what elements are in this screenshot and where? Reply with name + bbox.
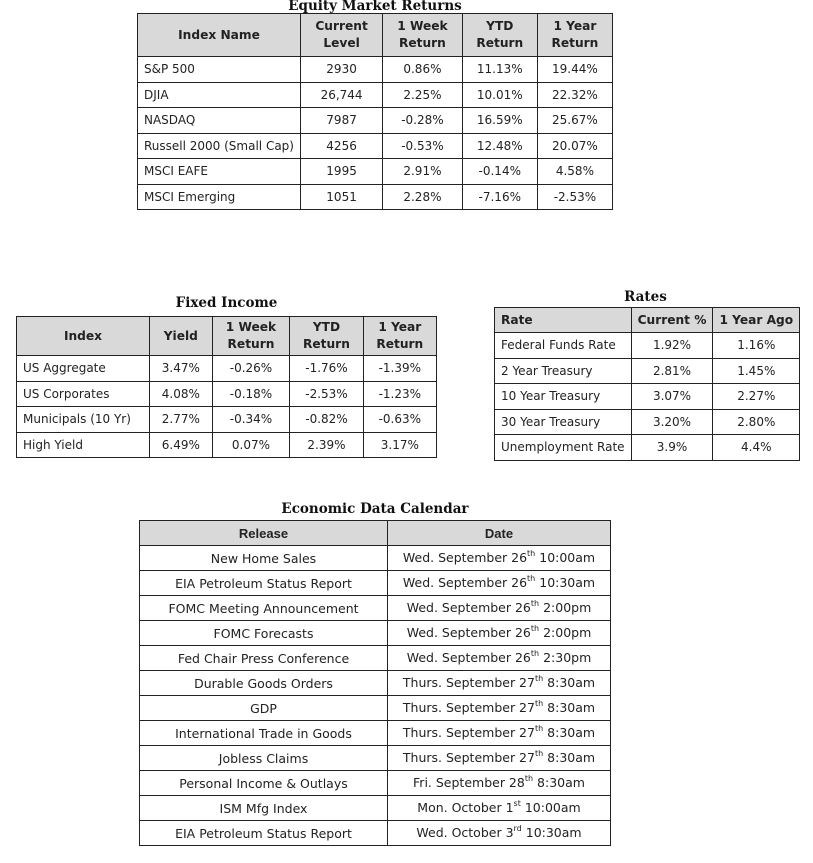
- release-date: [388, 721, 611, 746]
- table-row: [17, 407, 437, 433]
- row-value: -2.53%: [537, 184, 612, 210]
- column-header-line: Return: [476, 36, 524, 50]
- release-time: 2:00pm: [539, 600, 592, 616]
- row-value: 2.27%: [713, 384, 800, 410]
- release-time: 10:00am: [535, 550, 596, 566]
- row-value: 25.67%: [537, 108, 612, 134]
- table-row: [140, 546, 611, 571]
- table-row: [140, 796, 611, 821]
- row-value: 0.86%: [383, 57, 463, 83]
- table-row: [140, 721, 611, 746]
- column-header: [301, 14, 383, 57]
- release-name: GDP: [140, 696, 388, 721]
- release-day: Thurs. September 27: [402, 675, 535, 691]
- release-time: 10:30am: [521, 825, 582, 841]
- table-row: [138, 57, 613, 83]
- row-label: Municipals (10 Yr): [17, 407, 150, 433]
- release-date: [388, 546, 611, 571]
- ordinal-suffix: th: [527, 549, 536, 559]
- table-row: [140, 596, 611, 621]
- row-value: 2.28%: [383, 184, 463, 210]
- row-label: Russell 2000 (Small Cap): [138, 133, 301, 159]
- row-value: -0.18%: [212, 381, 290, 407]
- release-day: Fri. September 28: [413, 775, 525, 791]
- table-row: [138, 133, 613, 159]
- release-day: Wed. September 26: [402, 575, 528, 591]
- table-row: [140, 646, 611, 671]
- release-day: Thurs. September 27: [402, 700, 535, 716]
- release-time: 8:30am: [543, 750, 596, 766]
- row-value: 10.01%: [462, 82, 537, 108]
- table-row: [140, 771, 611, 796]
- row-value: -0.53%: [383, 133, 463, 159]
- table-row: [140, 696, 611, 721]
- row-label: Federal Funds Rate: [495, 333, 632, 359]
- table-row: [17, 356, 437, 382]
- table-row: [138, 82, 613, 108]
- release-date: [388, 646, 611, 671]
- rates-table-title: Rates: [624, 289, 667, 305]
- row-value: 3.17%: [363, 432, 436, 458]
- row-value: 1051: [301, 184, 383, 210]
- header-row: [138, 14, 613, 57]
- release-time: 10:00am: [520, 800, 581, 816]
- column-header-rate: Rate: [495, 308, 632, 333]
- table-row: [140, 821, 611, 846]
- release-day: Thurs. September 27: [402, 750, 535, 766]
- header-row: [140, 521, 611, 546]
- release-name: EIA Petroleum Status Report: [140, 571, 388, 596]
- row-value: 1.45%: [713, 358, 800, 384]
- row-value: 19.44%: [537, 57, 612, 83]
- row-value: 2.80%: [713, 409, 800, 435]
- ordinal-suffix: th: [534, 674, 544, 684]
- column-header-line: Yield: [163, 328, 198, 343]
- column-header-line: Level: [323, 36, 360, 50]
- table-row: [495, 409, 800, 435]
- row-value: 2.81%: [631, 358, 713, 384]
- row-value: -0.34%: [212, 407, 290, 433]
- release-date: [388, 696, 611, 721]
- row-label: US Corporates: [17, 381, 150, 407]
- table-row: [17, 432, 437, 458]
- row-value: 20.07%: [537, 133, 612, 159]
- release-date: [388, 796, 611, 821]
- row-value: -7.16%: [462, 184, 537, 210]
- column-header: [383, 14, 463, 57]
- column-header-line: Current: [315, 19, 368, 33]
- row-value: 3.9%: [631, 435, 713, 461]
- row-label: MSCI EAFE: [138, 159, 301, 185]
- release-date: [388, 746, 611, 771]
- row-label: Unemployment Rate: [495, 435, 632, 461]
- ordinal-suffix: th: [534, 749, 544, 759]
- ordinal-suffix: th: [524, 774, 534, 784]
- column-header: [462, 14, 537, 57]
- row-value: 1.92%: [631, 333, 713, 359]
- row-value: -0.14%: [462, 159, 537, 185]
- column-header: [212, 317, 290, 356]
- release-date: [388, 671, 611, 696]
- row-value: 4.58%: [537, 159, 612, 185]
- release-time: 10:30am: [535, 575, 596, 591]
- row-label: 2 Year Treasury: [495, 358, 632, 384]
- table-row: [140, 671, 611, 696]
- row-value: 12.48%: [462, 133, 537, 159]
- row-value: 3.20%: [631, 409, 713, 435]
- row-value: -1.39%: [363, 356, 436, 382]
- release-date: [388, 596, 611, 621]
- row-label: S&P 500: [138, 57, 301, 83]
- release-day: Wed. September 26: [402, 550, 528, 566]
- release-name: New Home Sales: [140, 546, 388, 571]
- release-name: International Trade in Goods: [140, 721, 388, 746]
- release-day: Wed. September 26: [406, 625, 531, 641]
- column-header-line: 1 Week: [225, 320, 277, 334]
- column-header-line: Return: [227, 337, 275, 351]
- column-header-line: 1 Week: [397, 19, 448, 33]
- ordinal-suffix: th: [534, 724, 544, 734]
- row-label: NASDAQ: [138, 108, 301, 134]
- column-header-current: Current %: [631, 308, 713, 333]
- header-row: [495, 308, 800, 333]
- column-header-line: 1 Year: [553, 19, 597, 33]
- column-header-year-ago: 1 Year Ago: [713, 308, 800, 333]
- row-value: 26,744: [301, 82, 383, 108]
- release-time: 8:30am: [543, 675, 596, 691]
- column-header-line: YTD: [312, 320, 341, 334]
- row-value: 7987: [301, 108, 383, 134]
- row-value: 6.49%: [150, 432, 213, 458]
- table-row: [138, 184, 613, 210]
- table-row: [138, 108, 613, 134]
- row-value: 1.16%: [713, 333, 800, 359]
- row-value: -0.26%: [212, 356, 290, 382]
- row-value: -1.23%: [363, 381, 436, 407]
- equity-table-title: Equity Market Returns: [288, 0, 462, 14]
- release-time: 8:30am: [543, 725, 596, 741]
- table-row: [140, 746, 611, 771]
- row-label: DJIA: [138, 82, 301, 108]
- calendar-table-title: Economic Data Calendar: [281, 501, 469, 517]
- row-value: 4.08%: [150, 381, 213, 407]
- column-header-line: YTD: [486, 19, 514, 33]
- row-value: 2.91%: [383, 159, 463, 185]
- release-name: Jobless Claims: [140, 746, 388, 771]
- row-value: 2.25%: [383, 82, 463, 108]
- release-day: Wed. September 26: [406, 600, 531, 616]
- row-value: 2.39%: [290, 432, 363, 458]
- row-value: 4.4%: [713, 435, 800, 461]
- release-name: EIA Petroleum Status Report: [140, 821, 388, 846]
- row-label: 30 Year Treasury: [495, 409, 632, 435]
- row-value: 22.32%: [537, 82, 612, 108]
- column-header-line: Index: [63, 328, 103, 343]
- release-time: 8:30am: [533, 775, 585, 791]
- fixed-income-table: [16, 316, 437, 458]
- column-header-line: Return: [551, 36, 599, 50]
- row-label: US Aggregate: [17, 356, 150, 382]
- release-day: Wed. September 26: [406, 650, 531, 666]
- column-header-line: Index Name: [178, 27, 260, 42]
- column-header: [17, 317, 150, 356]
- table-row: [140, 621, 611, 646]
- release-time: 8:30am: [543, 700, 596, 716]
- row-value: 4256: [301, 133, 383, 159]
- row-value: -0.82%: [290, 407, 363, 433]
- column-header-line: Return: [376, 337, 424, 351]
- ordinal-suffix: th: [527, 574, 536, 584]
- column-header: [290, 317, 363, 356]
- row-value: 3.47%: [150, 356, 213, 382]
- release-day: Thurs. September 27: [402, 725, 535, 741]
- ordinal-suffix: th: [530, 599, 540, 609]
- row-label: 10 Year Treasury: [495, 384, 632, 410]
- column-header-line: 1 Year: [378, 320, 422, 334]
- release-name: Durable Goods Orders: [140, 671, 388, 696]
- release-day: Wed. October 3: [416, 825, 514, 841]
- ordinal-suffix: th: [530, 649, 540, 659]
- column-header-line: Return: [399, 36, 446, 50]
- ordinal-suffix: st: [513, 799, 521, 809]
- table-row: [495, 435, 800, 461]
- release-name: FOMC Meeting Announcement: [140, 596, 388, 621]
- table-row: [495, 384, 800, 410]
- release-date: [388, 771, 611, 796]
- table-row: [495, 358, 800, 384]
- row-value: -2.53%: [290, 381, 363, 407]
- row-value: 3.07%: [631, 384, 713, 410]
- column-header-line: Return: [303, 337, 350, 351]
- ordinal-suffix: th: [534, 699, 544, 709]
- release-name: ISM Mfg Index: [140, 796, 388, 821]
- row-value: 1995: [301, 159, 383, 185]
- table-row: [17, 381, 437, 407]
- column-header-release: Release: [140, 521, 388, 546]
- header-row: [17, 317, 437, 356]
- row-value: 0.07%: [212, 432, 290, 458]
- release-time: 2:00pm: [539, 625, 592, 641]
- row-value: -1.76%: [290, 356, 363, 382]
- row-value: 2.77%: [150, 407, 213, 433]
- table-row: [138, 159, 613, 185]
- row-label: High Yield: [17, 432, 150, 458]
- release-date: [388, 821, 611, 846]
- release-name: FOMC Forecasts: [140, 621, 388, 646]
- economic-data-calendar-table: [139, 520, 611, 846]
- ordinal-suffix: th: [530, 624, 540, 634]
- column-header-date: Date: [388, 521, 611, 546]
- row-value: -0.28%: [383, 108, 463, 134]
- equity-market-returns-table: [137, 13, 613, 210]
- table-row: [495, 333, 800, 359]
- ordinal-suffix: rd: [513, 824, 522, 834]
- row-value: 2930: [301, 57, 383, 83]
- release-time: 2:30pm: [539, 650, 592, 666]
- release-date: [388, 621, 611, 646]
- row-value: 11.13%: [462, 57, 537, 83]
- release-name: Fed Chair Press Conference: [140, 646, 388, 671]
- release-day: Mon. October 1: [417, 800, 514, 816]
- table-row: [140, 571, 611, 596]
- release-name: Personal Income & Outlays: [140, 771, 388, 796]
- column-header: [150, 317, 213, 356]
- row-value: 16.59%: [462, 108, 537, 134]
- release-date: [388, 571, 611, 596]
- row-label: MSCI Emerging: [138, 184, 301, 210]
- column-header: [537, 14, 612, 57]
- row-value: -0.63%: [363, 407, 436, 433]
- rates-table: [494, 307, 800, 461]
- column-header: [363, 317, 436, 356]
- column-header: [138, 14, 301, 57]
- fixed-income-table-title: Fixed Income: [175, 295, 278, 311]
